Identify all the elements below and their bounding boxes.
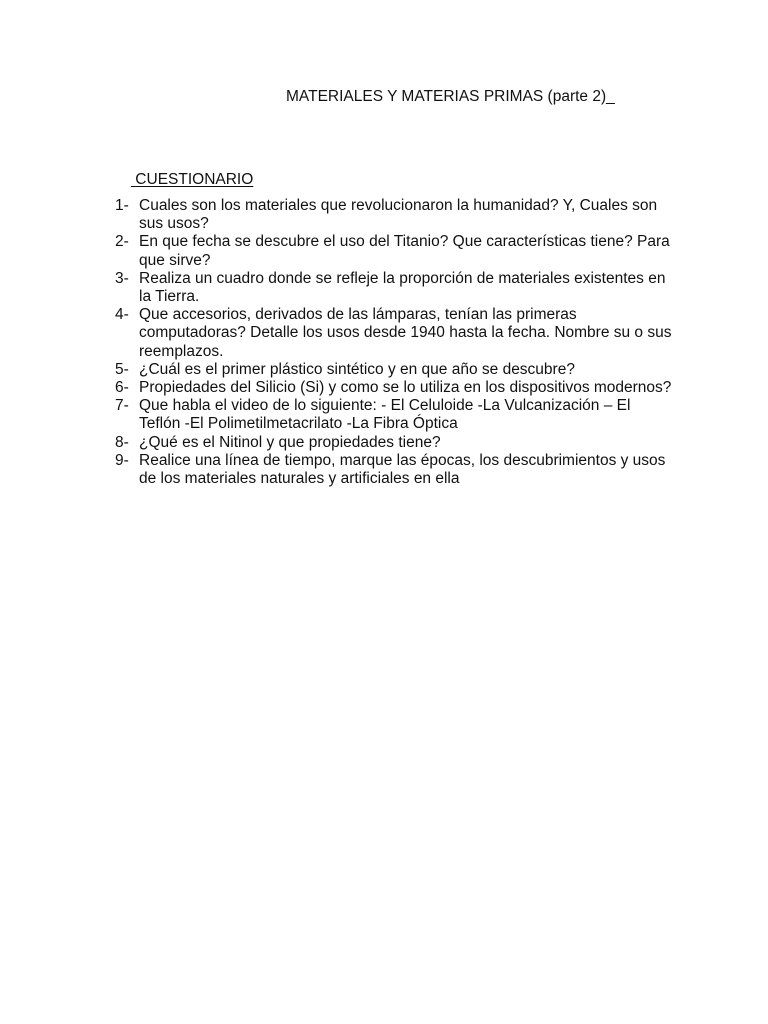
question-text: Que habla el video de lo siguiente: - El Celuloide -La Vulcanización – El Teflón -El Polimetilmetacrilato -La Fibra Óptica — [139, 397, 631, 433]
question-text: Realice una línea de tiempo, marque las épocas, los descubrimientos y usos de los materiales naturales y artificiales en ella — [139, 451, 666, 488]
question-number: 6- — [115, 379, 129, 397]
question-item-6 — [115, 379, 680, 397]
question-number: 5- — [115, 360, 129, 378]
question-number: 3- — [115, 269, 129, 287]
question-item-1 — [115, 197, 680, 233]
question-text: Realiza un cuadro donde se refleje la proporción de materiales existentes en la Tierra. — [139, 269, 666, 306]
question-text: En que fecha se descubre el uso del Titanio? Que características tiene? Para que sirve? — [139, 233, 670, 269]
question-item-3 — [115, 270, 680, 306]
question-item-9 — [115, 452, 680, 488]
question-item-2 — [115, 233, 680, 269]
question-text: Cuales son los materiales que revolucionaron la humanidad? Y, Cuales son sus usos? — [139, 197, 658, 233]
question-number: 4- — [115, 306, 129, 324]
question-text: ¿Qué es el Nitinol y que propiedades tiene? — [139, 433, 441, 451]
question-number: 2- — [115, 233, 129, 251]
question-item-7 — [115, 397, 680, 433]
question-item-5 — [115, 361, 680, 379]
question-item-8 — [115, 434, 680, 452]
question-number: 8- — [115, 433, 129, 451]
question-number: 9- — [115, 451, 129, 469]
question-number: 1- — [115, 197, 129, 214]
question-text: ¿Cuál es el primer plástico sintético y en que año se descubre? — [139, 360, 575, 378]
question-number: 7- — [115, 397, 129, 415]
question-list — [115, 197, 680, 488]
document-title: MATERIALES Y MATERIAS PRIMAS (parte 2)_ — [286, 88, 615, 105]
question-item-4 — [115, 306, 680, 361]
question-text: Propiedades del Silicio (Si) y como se lo utiliza en los dispositivos modernos? — [139, 379, 672, 397]
section-heading-cuestionario: CUESTIONARIO — [131, 171, 254, 188]
question-text: Que accesorios, derivados de las lámparas, tenían las primeras computadoras? Detalle los usos desde 1940 hasta la fecha. Nombre su o sus reemplazos. — [139, 306, 672, 360]
